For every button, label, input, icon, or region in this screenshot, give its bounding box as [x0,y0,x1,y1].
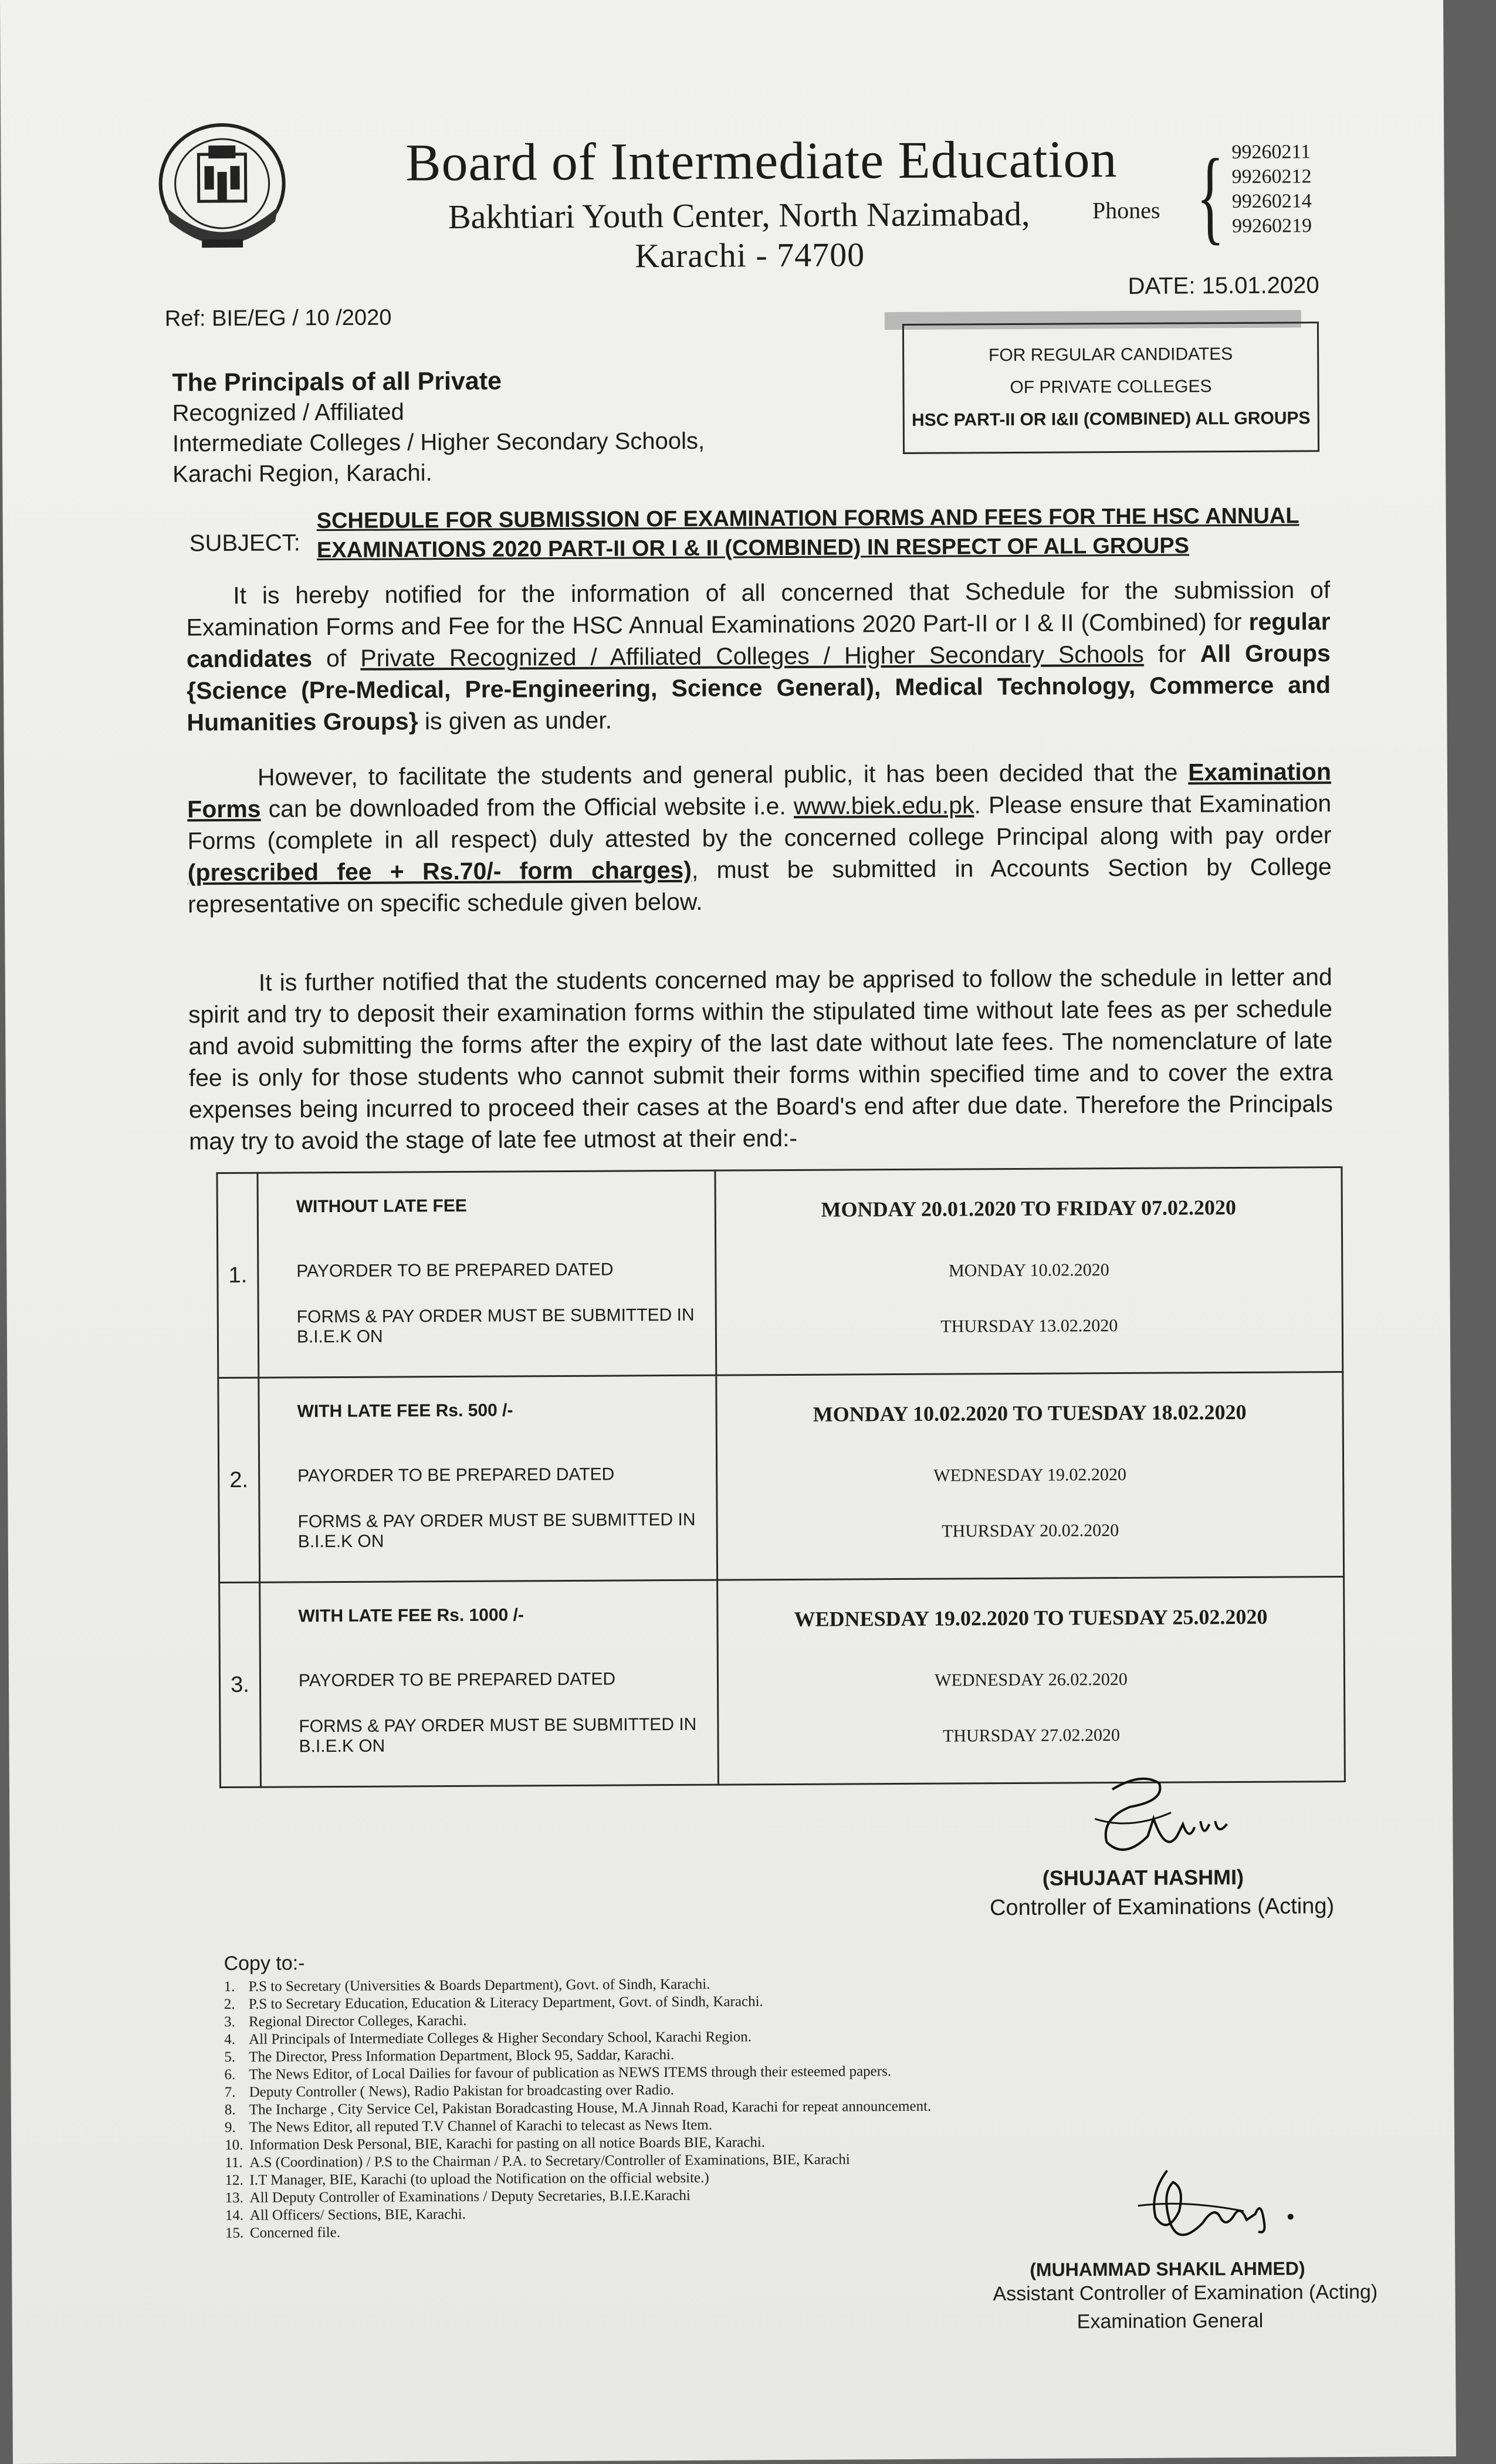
addressee-line: Recognized / Affiliated [172,399,404,427]
fee-category-cell [259,1375,717,1582]
fee-category: WITH LATE FEE Rs. 500 /- [297,1400,513,1421]
submit-date: THURSDAY 27.02.2020 [942,1725,1121,1746]
fee-category-cell [258,1170,716,1377]
copy-recipient: The Incharge , City Service Cel, Pakistan Boradcasting House, M.A Jinnah Road, Karachi for repeat announcement. [249,2098,932,2118]
copy-recipient: Deputy Controller ( News), Radio Pakistan for broadcasting over Radio. [249,2082,674,2100]
list-item: 12. I.T Manager, BIE, Karachi (to upload the Notification on the official website.) [225,2169,709,2189]
copy-recipient: P.S to Secretary Education, Education & Literacy Department, Govt. of Sindh, Karachi. [248,1993,763,2012]
fee-category-cell [260,1580,719,1787]
paragraph-text: of [312,644,361,672]
paragraph-text: is given as under. [418,706,612,735]
submit-date: THURSDAY 20.02.2020 [942,1521,1119,1541]
list-item: 11. A.S (Coordination) / P.S to the Chairman / P.A. to Secretary/Controller of Examinations, BIE, Karachi [225,2151,850,2171]
notice-box-line: FOR REGULAR CANDIDATES [989,344,1233,365]
list-item: 1. P.S to Secretary (Universities & Boards Department), Govt. of Sindh, Karachi. [224,1976,710,1995]
submit-date: THURSDAY 13.02.2020 [940,1316,1118,1336]
row-number: 2. [218,1377,260,1582]
list-item: 9. The News Editor, all reputed T.V Channel of Karachi to telecast as News Item. [224,2117,713,2136]
paragraph-text-bold: All Groups {Science (Pre-Medical, Pre-Engineering, Science General), Medical Technology, Commerce and Humanities Groups} [187,639,1331,736]
list-item: 7. Deputy Controller ( News), Radio Pakistan for broadcasting over Radio. [224,2082,674,2101]
addressee-line: Karachi Region, Karachi. [172,460,432,488]
copy-recipient: The News Editor, all reputed T.V Channel of Karachi to telecast as News Item. [249,2117,713,2135]
copy-to-label: Copy to:- [224,1952,305,1975]
copy-recipient: All Deputy Controller of Examinations / Deputy Secretaries, B.I.E.Karachi [249,2187,691,2206]
list-item: 4. All Principals of Intermediate Colleges & Higher Secondary School, Karachi Region. [224,2029,752,2048]
subject-text: SCHEDULE FOR SUBMISSION OF EXAMINATION FORMS AND FEES FOR THE HSC ANNUAL EXAMINATIONS 2020 PART-II OR I & II (COMBINED) IN RESPECT OF ALL GROUPS [316,503,1299,563]
paragraph-text: It is further notified that the students concerned may be apprised to follow the schedule in letter and spirit and try to deposit their examination forms within the stipulated time without late fees as per schedule and avoid submitting the forms after the expiry of the last date without late fees. The nomenclature of late fee is only for those students who cannot submit their forms within specified time and to cover the extra expenses being incurred to proceed their cases at the Board's end after due date. Therefore the Principals may try to avoid the stage of late fee utmost at their end:- [188,963,1333,1155]
phone-number: 99260211 [1231,141,1311,164]
phone-number: 99260214 [1231,190,1312,213]
letter-date: DATE: 15.01.2020 [1128,272,1319,299]
submission-period: WEDNESDAY 19.02.2020 TO TUESDAY 25.02.2020 [794,1605,1268,1631]
paragraph-text-bold: Examination Forms [187,758,1332,823]
submit-label: FORMS & PAY ORDER MUST BE SUBMITTED IN B.I.E.K ON [297,1509,696,1552]
signatory-title: Assistant Controller of Examination (Acting) [993,2280,1378,2306]
board-address-line1: Bakhtiari Youth Center, North Nazimabad, [448,194,1030,236]
payorder-label: PAYORDER TO BE PREPARED DATED [298,1669,616,1691]
copy-recipient: The Director, Press Information Department, Block 95, Saddar, Karachi. [249,2047,675,2065]
board-title: Board of Intermediate Education [405,130,1118,192]
notice-box [902,321,1319,454]
addressee-line: Intermediate Colleges / Higher Secondary Schools, [172,428,705,457]
payorder-date: WEDNESDAY 26.02.2020 [935,1669,1128,1690]
signature-assistant-controller [1114,2158,1314,2253]
paragraph-text-underlined: Private Recognized / Affiliated Colleges / Higher Secondary Schools [360,640,1144,672]
phones-label: Phones [1092,197,1160,224]
subject-label: SUBJECT: [189,530,300,557]
board-seal-logo [154,119,290,266]
copy-recipient: A.S (Coordination) / P.S to the Chairman / P.A. to Secretary/Controller of Examinations, BIE, Karachi [249,2151,850,2171]
payorder-label: PAYORDER TO BE PREPARED DATED [297,1464,615,1486]
payorder-date: MONDAY 10.02.2020 [948,1260,1109,1281]
submit-label: FORMS & PAY ORDER MUST BE SUBMITTED IN B.I.E.K ON [299,1714,697,1756]
fee-category: WITHOUT LATE FEE [296,1196,467,1217]
row-number: 3. [219,1582,261,1787]
schedule-table [216,1166,1345,1788]
addressee-block [172,365,705,490]
schedule-row [219,1577,1345,1788]
dates-cell [717,1577,1345,1785]
copy-recipient: I.T Manager, BIE, Karachi (to upload the Notification on the official website.) [249,2169,709,2188]
submit-label: FORMS & PAY ORDER MUST BE SUBMITTED IN B.I.E.K ON [296,1305,695,1347]
dates-cell [715,1167,1343,1376]
brace-glyph: { [1196,137,1225,255]
payorder-label: PAYORDER TO BE PREPARED DATED [296,1260,614,1281]
signatory-title: Controller of Examinations (Acting) [989,1894,1335,1921]
paragraph-text: It is hereby notified for the information of all concerned that Schedule for the submission of Examination Forms and Fee for the HSC Annual Examinations 2020 Part-II or I & II (Combined) for [186,576,1331,641]
phone-numbers [1231,140,1312,239]
paragraph-text: can be downloaded from the Official website i.e. [260,792,794,823]
copy-recipient: Information Desk Personal, BIE, Karachi for pasting on all notice Boards BIE, Karachi. [249,2134,766,2153]
list-item: 2. P.S to Secretary Education, Education & Literacy Department, Govt. of Sindh, Karachi. [224,1993,763,2013]
notice-box-line: HSC PART-II OR I&II (COMBINED) ALL GROUPS [911,408,1311,430]
copy-recipient: All Principals of Intermediate Colleges & Higher Secondary School, Karachi Region. [249,2029,752,2047]
list-item: 14. All Officers/ Sections, BIE, Karachi. [225,2206,466,2224]
list-item: 10. Information Desk Personal, BIE, Karachi for pasting on all notice Boards BIE, Karachi. [225,2134,766,2154]
paragraph-late-fee [188,961,1333,1157]
paragraph-text-bold: (prescribed fee + Rs.70/- form charges) [187,856,692,886]
paragraph-text: However, to facilitate the students and general public, it has been decided that the [257,759,1189,791]
paragraph-text: for [1143,640,1200,668]
list-item: 15. Concerned file. [225,2225,341,2242]
notice-box-line: OF PRIVATE COLLEGES [1010,377,1212,397]
submission-period: MONDAY 10.02.2020 TO TUESDAY 18.02.2020 [813,1400,1247,1426]
paragraph-text: , must be submitted in Accounts Section by College representative on specific schedule given below. [187,853,1332,918]
copy-to-list [224,1975,932,2242]
signatory-name: (SHUJAAT HASHMI) [1042,1864,1244,1890]
paragraph-text-bold: regular candidates [186,608,1331,673]
payorder-date: WEDNESDAY 19.02.2020 [933,1464,1127,1485]
copy-recipient: The News Editor, of Local Dailies for favour of publication as NEWS ITEMS through their esteemed papers. [249,2063,892,2083]
fee-category: WITH LATE FEE Rs. 1000 /- [298,1605,524,1626]
website-link[interactable]: www.biek.edu.pk [793,791,974,820]
row-number: 1. [217,1173,259,1377]
copy-recipient: Regional Director Colleges, Karachi. [248,2012,467,2030]
dates-cell [716,1372,1344,1580]
list-item: 5. The Director, Press Information Department, Block 95, Saddar, Karachi. [224,2047,675,2066]
paragraph-download-forms [187,756,1332,920]
signatory-department: Examination General [1077,2309,1264,2333]
copy-recipient: Concerned file. [249,2225,341,2241]
addressee-line: The Principals of all Private [172,367,502,397]
list-item: 3. Regional Director Colleges, Karachi. [224,2012,467,2030]
schedule-row [218,1372,1344,1583]
copy-recipient: All Officers/ Sections, BIE, Karachi. [249,2206,466,2223]
board-address-line2: Karachi - 74700 [635,235,865,275]
paragraph-schedule-notice [186,574,1331,738]
reference-number: Ref: BIE/EG / 10 /2020 [164,305,392,331]
paragraph-text: . Please ensure that Examination Forms (complete in all respect) duly attested by the concerned college Principal along with pay order [187,790,1332,855]
phone-number: 99260212 [1231,165,1312,188]
copy-recipient: P.S to Secretary (Universities & Boards Department), Govt. of Sindh, Karachi. [248,1976,710,1995]
phone-number: 99260219 [1231,215,1312,238]
schedule-row [217,1167,1343,1378]
list-item: 8. The Incharge , City Service Cel, Pakistan Boradcasting House, M.A Jinnah Road, Karachi for repeat announcement. [224,2098,932,2118]
signatory-name: (MUHAMMAD SHAKIL AHMED) [1030,2257,1305,2280]
list-item: 6. The News Editor, of Local Dailies for favour of publication as NEWS ITEMS through their esteemed papers. [224,2063,892,2083]
submission-period: MONDAY 20.01.2020 TO FRIDAY 07.02.2020 [821,1195,1237,1221]
list-item: 13. All Deputy Controller of Examinations / Deputy Secretaries, B.I.E.Karachi [225,2187,691,2206]
